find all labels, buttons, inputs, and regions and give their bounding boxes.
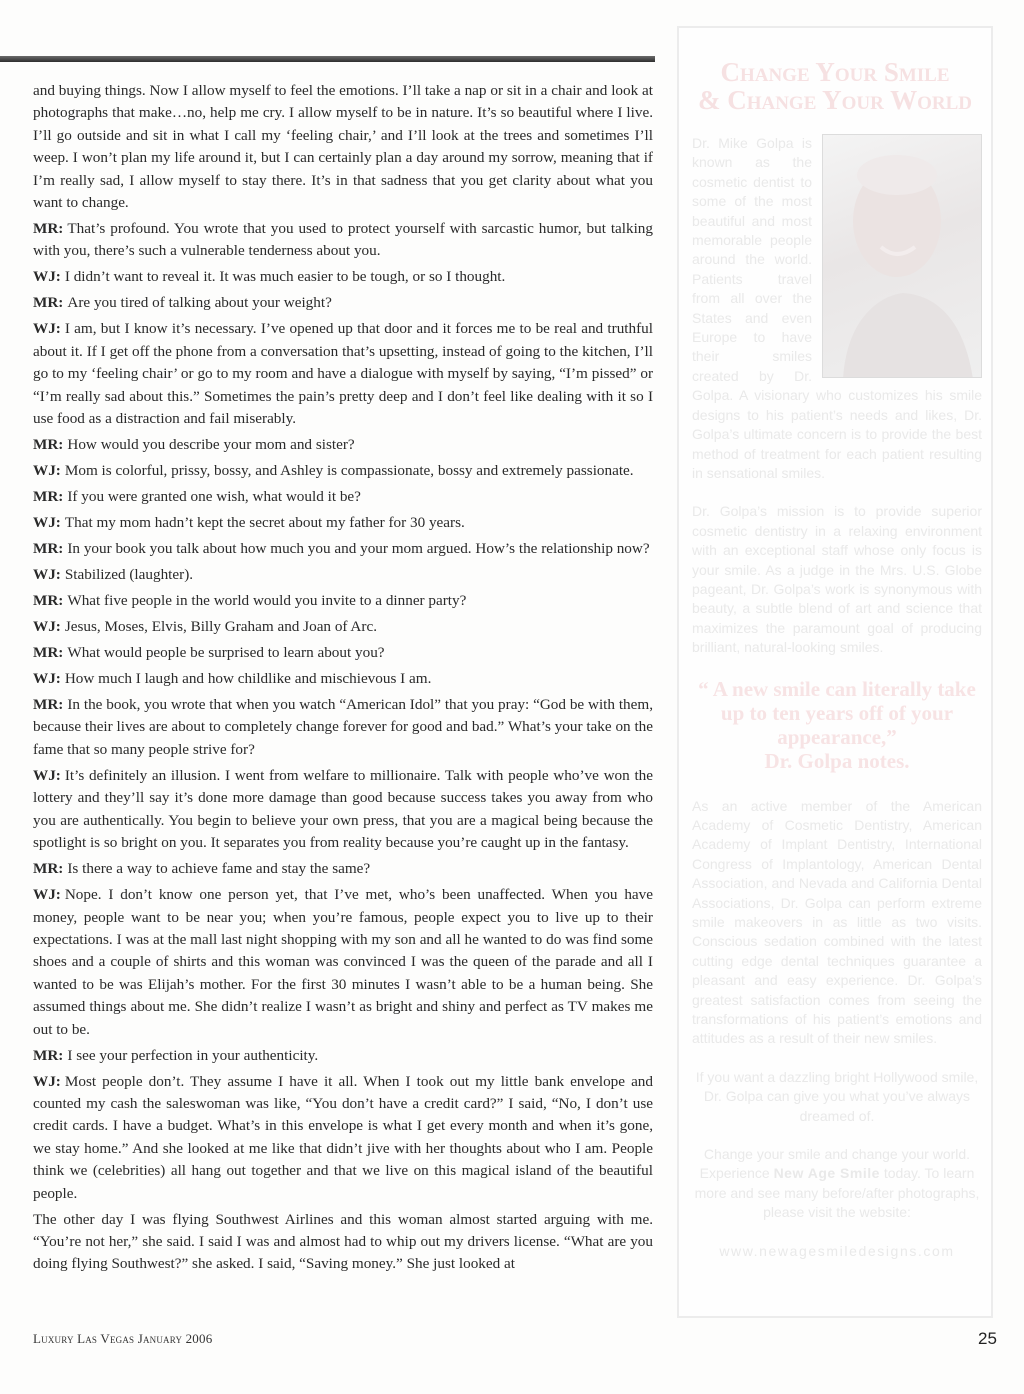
paragraph	[33, 694, 653, 761]
speaker-label: MR:	[33, 294, 64, 312]
paragraph	[33, 80, 653, 214]
ad-intro: Dr. Mike Golpa is known as the cosmetic dentist to some of the most beautiful and most memorable people around the world. Patients travel from all over the States and even Europe to have their smiles created by Dr. Golpa. A visionary who customizes his smile designs to his patient’s needs and likes, Dr. Golpa’s ultimate concern is to provide the best method of treatment for each patient resulting in sensational smiles.	[692, 135, 982, 481]
paragraph	[33, 460, 653, 482]
paragraph-text: In the book, you wrote that when you watch “American Idol” that you pray: “God be with them, because their lives are about to completely change forever for good and bad.” What’s your take on the fame that so many people strive for?	[33, 696, 653, 758]
paragraph	[33, 858, 653, 880]
ad-mission: Dr. Golpa’s mission is to provide superior cosmetic dentistry in a relaxing environment with an exceptional staff whose only focus is your smile. As a judge in the Mrs. U.S. Globe pageant, Dr. Golpa’s work is synonymous with beauty, a subtle blend of art and science that maximizes the paramount goal of producing brilliant, natural-looking smiles.	[692, 503, 982, 656]
paragraph	[33, 512, 653, 534]
portrait-illustration	[823, 135, 982, 378]
paragraph	[33, 642, 653, 664]
paragraph	[33, 884, 653, 1041]
paragraph-text: Jesus, Moses, Elvis, Billy Graham and Joan of Arc.	[64, 618, 377, 636]
speaker-label: WJ:	[33, 670, 61, 688]
paragraph	[33, 218, 653, 263]
paragraph	[33, 318, 653, 430]
paragraph	[33, 1045, 653, 1067]
cta-before: Change your smile and change your world. Experience	[699, 1146, 971, 1182]
speaker-label: WJ:	[33, 618, 61, 636]
page-number: 25	[978, 1329, 997, 1348]
paragraph	[33, 765, 653, 855]
paragraph-text: How would you describe your mom and sister?	[67, 436, 355, 454]
doctor-portrait	[822, 134, 982, 378]
speaker-label: MR:	[33, 860, 64, 878]
cta-after: today. To learn more and see many before/after photographs, please visit the website:	[694, 1165, 980, 1221]
paragraph-text: Mom is colorful, prissy, bossy, and Ashley is compassionate, bossy and extremely passionate.	[64, 462, 634, 480]
speaker-label: MR:	[33, 644, 64, 662]
paragraph-text: I am, but I know it’s necessary. I’ve opened up that door and it forces me to be real and truthful about it. If I get off the phone from a conversation that’s upsetting, instead of going to the kitchen, I’ll go to my ‘feeling chair’ or go to my room and have a dialogue with myself by saying, “I’m pissed” or “I’m really sad about this.” Sometimes the pain’s pretty deep and I don’t feel like dealing with it so I use food as a distraction and fail miserably.	[33, 320, 653, 428]
paragraph-text: In your book you talk about how much you and your mom argued. How’s the relationship now?	[67, 540, 650, 558]
speaker-label: MR:	[33, 220, 64, 238]
paragraph-text: and buying things. Now I allow myself to feel the emotions. I’ll take a nap or sit in a chair and look at photographs that make…no, help me cry. I allow myself to be in nature. It’s so beautiful where I live. I’ll go outside and sit in what I call my ‘feeling chair,’ and I’ll look at the trees and sometimes I’ll weep. I won’t plan my life around it, but I can certainly plan a day around my sorrow, meaning that if I’m really sad, I allow myself to stay there. It’s in that sadness that you get clarity about what you want to change.	[33, 82, 653, 212]
publication-footer: Luxury Las Vegas January 2006	[33, 1331, 213, 1346]
paragraph	[33, 434, 653, 456]
paragraph-text: Are you tired of talking about your weight?	[67, 294, 332, 312]
paragraph	[33, 292, 653, 314]
paragraph-text: What five people in the world would you invite to a dinner party?	[67, 592, 467, 610]
paragraph-text: Is there a way to achieve fame and stay the same?	[67, 860, 371, 878]
paragraph	[33, 1209, 653, 1276]
paragraph-text: Nope. I don’t know one person yet, that I’ve met, who’s been unaffected. When you have money, people want to be near you; when you’re famous, people expect you to live up to their expectations. I was at the mall last night shopping with my son and all he wanted to do was find some shoes and a couple of shirts and this woman was convinced I was the queen of the parade and all I wanted to be was Elijah’s mother. For the first 30 minutes I wasn’t able to be a human being. She assumed things about me. She didn’t realize I wasn’t as bright and shiny and perfect as TV makes me out to be.	[33, 886, 653, 1038]
paragraph-text: It’s definitely an illusion. I went from welfare to millionaire. Talk with people who’ve won the lottery and they’ll say it’s done more damage than good because success takes you away from who you are authentically. You begin to believe your own press, that you are a magical being because the spotlight is so bright on you. It separates you from reality because you’re caught up in the fantasy.	[33, 766, 653, 852]
interview-article	[33, 80, 653, 1279]
paragraph	[33, 564, 653, 586]
paragraph-text: How much I laugh and how childlike and mischievous I am.	[64, 670, 432, 688]
paragraph-text: Most people don’t. They assume I have it all. When I took out my little bank envelope and counted my cash the saleswoman was like, “You don’t have a credit card?” I said, “No, I don’t use credit cards. I have a budget. What’s in this envelope is what I get every month and when it’s gone, we stay home.” And she looked at me like that didn’t jive with her thoughts about who I am. People think we (celebrities) all hang out together and that we live on this magical island of the beautiful people.	[33, 1072, 653, 1202]
quote-attribution: Dr. Golpa notes.	[764, 748, 910, 773]
ad-headline-line-1: Change Your Smile	[720, 57, 950, 87]
paragraph-text: If you were granted one wish, what would it be?	[67, 488, 361, 506]
speaker-label: WJ:	[33, 1072, 61, 1090]
paragraph	[33, 668, 653, 690]
ad-pull-quote	[692, 677, 982, 773]
speaker-label: WJ:	[33, 514, 61, 532]
quote-text: “ A new smile can literally take up to ten years off of your appearance,”	[698, 676, 976, 749]
top-rule	[0, 56, 655, 62]
paragraph-text: What would people be surprised to learn about you?	[67, 644, 385, 662]
speaker-label: MR:	[33, 696, 64, 714]
brand-name: New Age Smile	[773, 1165, 880, 1182]
speaker-label: WJ:	[33, 566, 61, 584]
ad-hollywood: If you want a dazzling bright Hollywood smile, Dr. Golpa can give you what you’ve always dreamed of.	[695, 1068, 979, 1124]
speaker-label: MR:	[33, 436, 64, 454]
speaker-label: WJ:	[33, 268, 61, 286]
paragraph	[33, 590, 653, 612]
paragraph-text: I didn’t want to reveal it. It was much easier to be tough, or so I thought.	[64, 268, 506, 286]
speaker-label: WJ:	[33, 462, 61, 480]
ad-call-to-action	[692, 1145, 982, 1223]
paragraph-text: That’s profound. You wrote that you used to protect yourself with sarcastic humor, but talking with you, there’s such a vulnerable tenderness about you.	[33, 220, 653, 260]
paragraph-text: Stabilized (laughter).	[64, 566, 194, 584]
speaker-label: WJ:	[33, 320, 61, 338]
ad-membership: As an active member of the American Academy of Cosmetic Dentistry, American Academy of Implant Dentistry, International Congress of Implantology, American Dental Association, and Nevada and California Dental Associations, Dr. Golpa can perform extreme smile makeovers in as little as two visits. Conscious sedation combined with the latest cutting edge dental techniques guarantee a pleasant and easy experience. Dr. Golpa’s greatest satisfaction comes from seeing the transformations of his patient’s emotions and attitudes as a result of their new smiles.	[692, 797, 982, 1047]
dentist-advertisement	[677, 26, 993, 1318]
paragraph	[33, 538, 653, 560]
paragraph	[33, 266, 653, 288]
speaker-label: MR:	[33, 592, 64, 610]
speaker-label: MR:	[33, 1046, 64, 1064]
ad-headline-line-2: & Change Your World	[697, 85, 973, 115]
paragraph	[33, 616, 653, 638]
paragraph-text: I see your perfection in your authenticity.	[67, 1046, 319, 1064]
paragraph-text: That my mom hadn’t kept the secret about my father for 30 years.	[64, 514, 465, 532]
paragraph	[33, 1071, 653, 1205]
speaker-label: MR:	[33, 488, 64, 506]
paragraph	[33, 486, 653, 508]
speaker-label: WJ:	[33, 886, 61, 904]
ad-body	[692, 134, 982, 1261]
speaker-label: WJ:	[33, 766, 61, 784]
website-url[interactable]: www.newagesmiledesigns.com	[719, 1242, 955, 1259]
paragraph-text: The other day I was flying Southwest Airlines and this woman almost started arguing with me. “You’re not her,” she said. I said I was and almost had to whip out my drivers license. “What are you doing flying Southwest?” she asked. I said, “Saving money.” She just looked at	[33, 1210, 653, 1273]
ad-headline	[679, 58, 991, 114]
speaker-label: MR:	[33, 540, 64, 558]
